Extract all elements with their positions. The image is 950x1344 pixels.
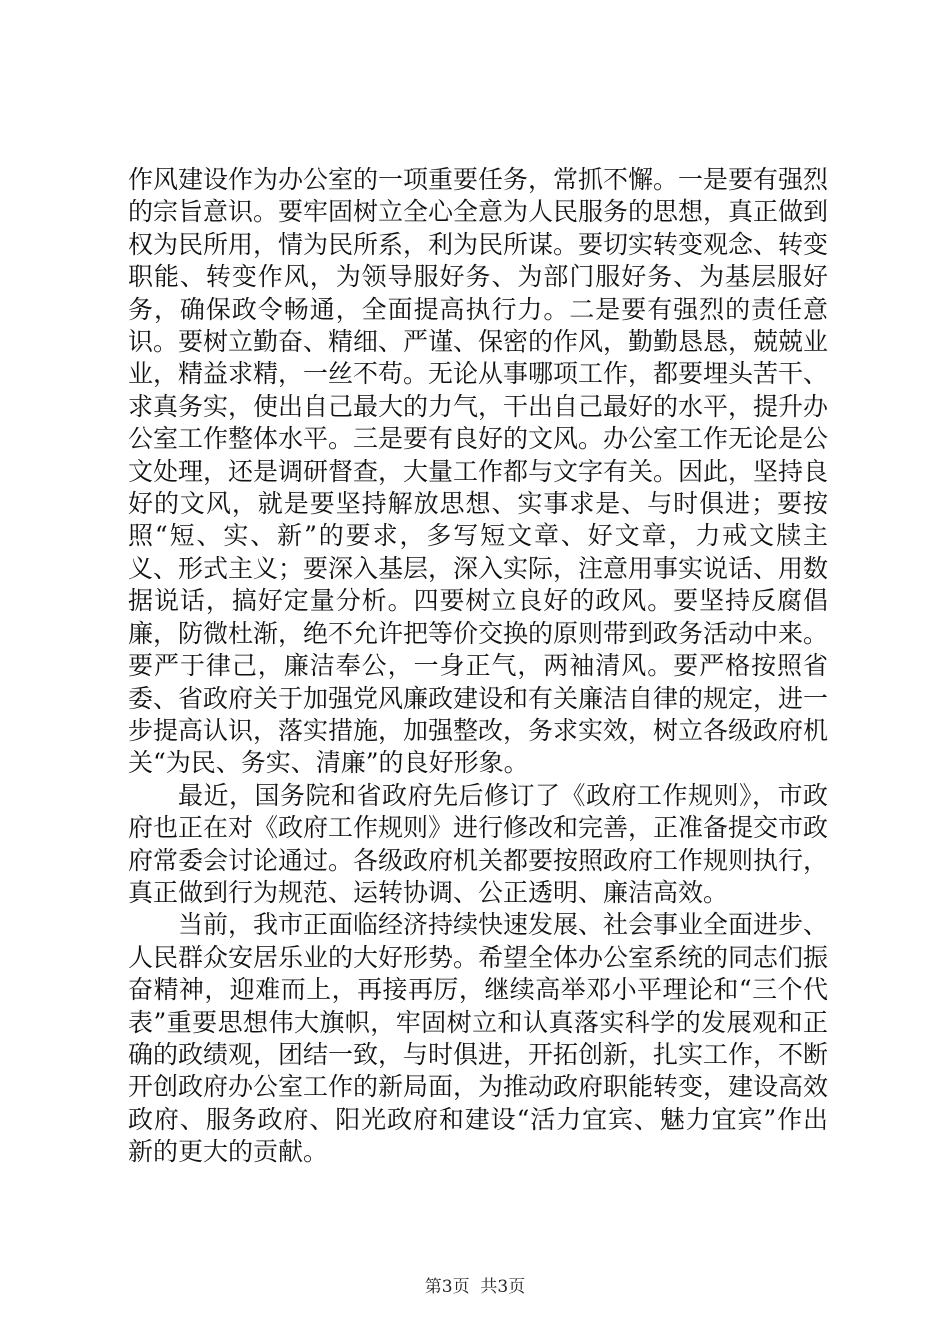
paragraph-1: 作风建设作为办公室的一项重要任务，常抓不懈。一是要有强烈的宗旨意识。要牢固树立全心全意为人民服务的思想，真正做到权为民所用，情为民所系，利为民所谋。要切实转变观念、转变职能、转变作风，为领导服好务、为部门服好务、为基层服好务，确保政令畅通，全面提高执行力。二是要有强烈的责任意识。要树立勤奋、精细、严谨、保密的作风，勤勤恳恳，兢兢业业，精益求精，一丝不苟。无论从事哪项工作，都要埋头苦干、求真务实，使出自己最大的力气，干出自己最好的水平，提升办公室工作整体水平。三是要有良好的文风。办公室工作无论是公文处理，还是调研督查，大量工作都与文字有关。因此，坚持良好的文风，就是要坚持解放思想、实事求是、与时俱进；要按照“短、实、新”的要求，多写短文章、好文章，力戒文牍主义、形式主义；要深入基层，深入实际，注意用事实说话、用数据说话，搞好定量分析。四要树立良好的政风。要坚持反腐倡廉，防微杜渐，绝不允许把等价交换的原则带到政务活动中来。要严于律己，廉洁奉公，一身正气，两袖清风。要严格按照省委、省政府关于加强党风廉政建设和有关廉洁自律的规定，进一步提高认识，落实措施，加强整改，务求实效，树立各级政府机关“为民、务实、清廉”的良好形象。 xyxy=(128,165,829,778)
document-body xyxy=(128,164,828,1169)
page-footer: 第3页 共3页 xyxy=(424,1277,526,1297)
paragraph-2: 最近，国务院和省政府先后修订了《政府工作规则》，市政府也正在对《政府工作规则》进行修改和完善，正准备提交市政府常委会讨论通过。各级政府机关都要按照政府工作规则执行，真正做到行为规范、运转协调、公正透明、廉洁高效。 xyxy=(128,780,829,907)
paragraph-3: 当前，我市正面临经济持续快速发展、社会事业全面进步、人民群众安居乐业的大好形势。希望全体办公室系统的同志们振奋精神，迎难而上，再接再厉，继续高举邓小平理论和“三个代表”重要思想伟大旗帜，牢固树立和认真落实科学的发展观和正确的政绩观，团结一致，与时俱进，开拓创新，扎实工作，不断开创政府办公室工作的新局面，为推动政府职能转变，建设高效政府、服务政府、阳光政府和建设“活力宜宾、魅力宜宾”作出新的更大的贡献。 xyxy=(128,910,829,1167)
